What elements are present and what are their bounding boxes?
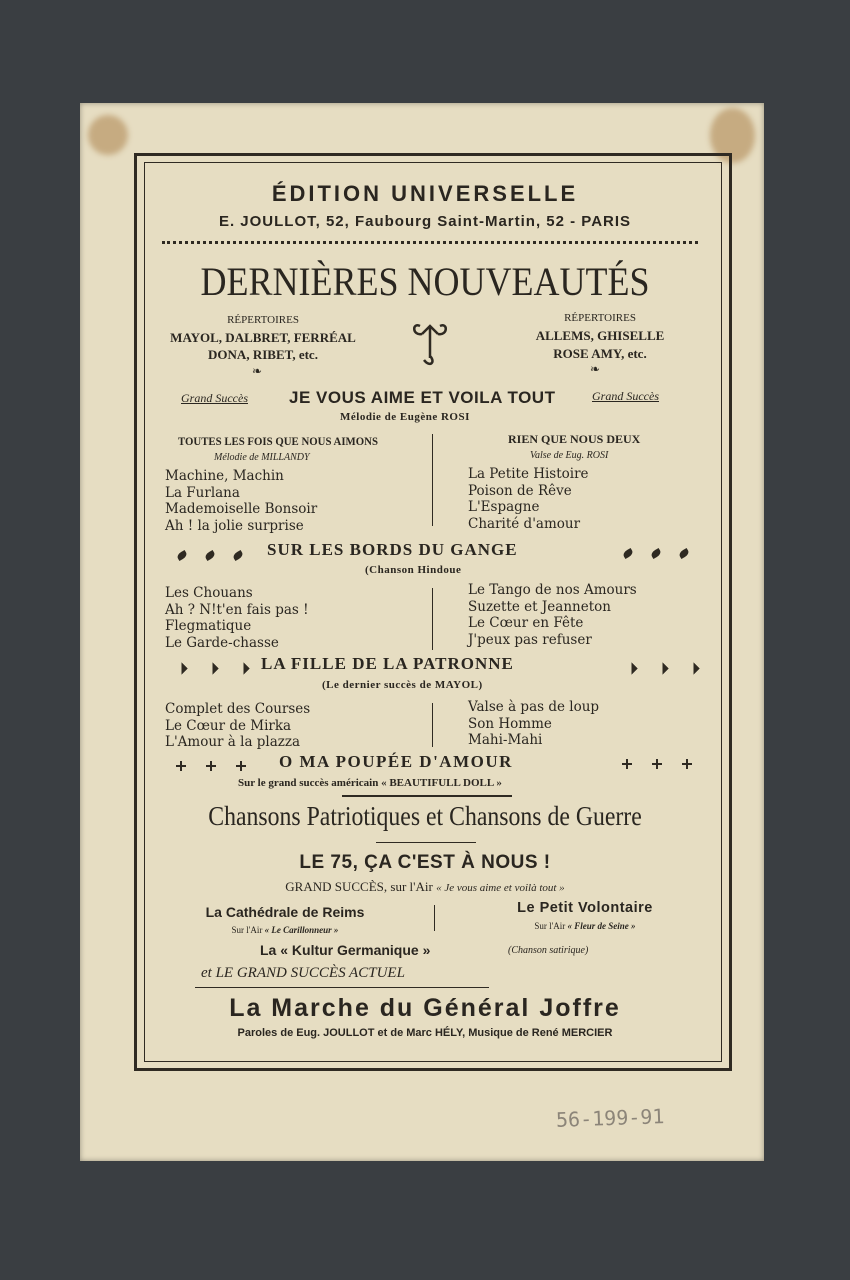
list-item: Mahi-Mahi	[468, 732, 543, 748]
feature3-title: LA FILLE DE LA PATRONNE	[261, 654, 514, 673]
feature2-title: SUR LES BORDS DU GANGE	[267, 540, 518, 559]
arrow-ornaments-left	[166, 660, 259, 678]
list-item: Le Cœur en Fête	[468, 615, 584, 631]
block1-right-title: RIEN QUE NOUS DEUX	[508, 432, 641, 446]
list-item: Son Homme	[468, 715, 552, 732]
list-item: Le Garde-chasse	[165, 634, 279, 651]
feature4-subtitle-song: « BEAUTIFULL DOLL »	[381, 777, 502, 789]
page-title: DERNIÈRES NOUVEAUTÉS	[200, 259, 650, 304]
marche-credits: Paroles de Eug. JOULLOT et de Marc HÉLY, Musique de René MERCIER	[237, 1027, 613, 1039]
song-le-75-note	[0, 879, 850, 895]
list-item: Ah ? N!t'en fais pas !	[165, 601, 309, 618]
block1-left-subtitle: Mélodie de MILLANDY	[214, 452, 310, 463]
feature-song-title: JE VOUS AIME ET VOILA TOUT	[289, 388, 556, 407]
repertoire-left-label: RÉPERTOIRES	[227, 314, 299, 326]
song-le-75-note-prefix: GRAND SUCCÈS, sur l'Air	[285, 879, 433, 894]
song-le-75: LE 75, ÇA C'EST À NOUS !	[299, 852, 551, 873]
block1-right-subtitle: Valse de Eug. ROSI	[530, 450, 609, 461]
list-item: La Petite Histoire	[468, 466, 589, 482]
list-item: Suzette et Jeanneton	[468, 598, 611, 615]
list-item: J'peux pas refuser	[468, 631, 592, 648]
list-item: L'Espagne	[468, 499, 540, 515]
block2-right-list	[468, 582, 637, 648]
repertoire-left-line1: MAYOL, DALBRET, FERRÉAL	[170, 330, 356, 345]
feature4-subtitle	[238, 777, 502, 789]
leaf-ornaments-right	[614, 544, 698, 562]
block3-left-list	[165, 701, 310, 751]
list-item: Ah ! la jolie surprise	[165, 517, 304, 534]
section-heading: Chansons Patriotiques et Chansons de Guerre	[208, 801, 642, 831]
cross-ornaments-left	[166, 758, 256, 776]
column-divider	[432, 588, 433, 650]
block1-right-list	[468, 466, 589, 532]
list-item: Poison de Rêve	[468, 482, 572, 499]
song-petit-volontaire: Le Petit Volontaire	[517, 900, 653, 916]
leaf-ornaments-left	[168, 546, 252, 564]
rule-divider	[342, 795, 512, 797]
air-prefix: Sur l'Air	[534, 921, 566, 931]
block2-left-list	[165, 585, 309, 651]
list-item: Mademoiselle Bonsoir	[165, 501, 318, 517]
repertoire-right-line2: ROSE AMY, etc.	[553, 346, 647, 361]
repertoire-left-line2: DONA, RIBET, etc.	[208, 347, 318, 362]
rule-divider	[376, 842, 476, 843]
song-cathedrale-air	[160, 925, 410, 935]
feature4-subtitle-prefix: Sur le grand succès américain	[238, 777, 379, 789]
block3-right-list	[468, 699, 599, 749]
list-item: Flegmatique	[165, 618, 252, 634]
publisher-name: ÉDITION UNIVERSELLE	[271, 181, 579, 206]
grand-succes-tag-right: Grand Succès	[592, 389, 659, 403]
rule-divider	[195, 987, 489, 988]
list-item: Le Cœur de Mirka	[165, 717, 292, 734]
list-item: Machine, Machin	[165, 468, 284, 484]
list-item: Le Tango de nos Amours	[468, 582, 637, 598]
list-item: Complet des Courses	[165, 701, 311, 717]
block1-left-list	[165, 468, 317, 534]
repertoire-right-label: RÉPERTOIRES	[564, 312, 636, 324]
list-item: Valse à pas de loup	[468, 699, 600, 715]
list-item: L'Amour à la plazza	[165, 734, 301, 750]
ornament-icon	[410, 318, 450, 370]
air-title: « Fleur de Seine »	[567, 921, 636, 931]
column-divider	[432, 434, 433, 526]
song-cathedrale: La Cathédrale de Reims	[205, 904, 365, 920]
air-prefix: Sur l'Air	[231, 925, 263, 935]
cross-ornaments-right	[612, 756, 702, 774]
column-divider	[432, 703, 433, 747]
song-le-75-note-air: « Je vous aime et voilà tout »	[436, 882, 565, 894]
feature4-title: O MA POUPÉE D'AMOUR	[279, 752, 513, 771]
column-divider	[434, 905, 435, 931]
marche-title: La Marche du Général Joffre	[229, 994, 621, 1022]
feature3-subtitle: (Le dernier succès de MAYOL)	[322, 679, 483, 691]
list-item: Les Chouans	[165, 585, 253, 601]
grand-succes-tag-left: Grand Succès	[181, 391, 248, 405]
list-item: La Furlana	[165, 484, 240, 501]
block1-left-title: TOUTES LES FOIS QUE NOUS AIMONS	[178, 434, 378, 448]
song-kultur-note: (Chanson satirique)	[508, 945, 589, 956]
air-title: « Le Carillonneur »	[264, 925, 339, 935]
publisher-address: E. JOULLOT, 52, Faubourg Saint-Martin, 52 - PARIS	[218, 213, 632, 230]
actuel-label: et LE GRAND SUCCÈS ACTUEL	[201, 965, 405, 981]
feature-song-subtitle: Mélodie de Eugène ROSI	[340, 411, 470, 423]
catalog-number: 56-199-91	[555, 1104, 665, 1132]
fleuron-icon: ❧	[252, 364, 263, 378]
song-petit-volontaire-air	[460, 921, 710, 931]
feature2-subtitle: (Chanson Hindoue	[365, 564, 462, 576]
song-kultur: La « Kultur Germanique »	[260, 942, 431, 958]
list-item: Charité d'amour	[468, 515, 581, 532]
dotted-divider	[162, 241, 698, 244]
repertoire-right-line1: ALLEMS, GHISELLE	[535, 328, 665, 343]
stain-mark	[88, 115, 128, 155]
arrow-ornaments-right	[616, 660, 709, 678]
fleuron-icon: ❧	[590, 362, 601, 376]
